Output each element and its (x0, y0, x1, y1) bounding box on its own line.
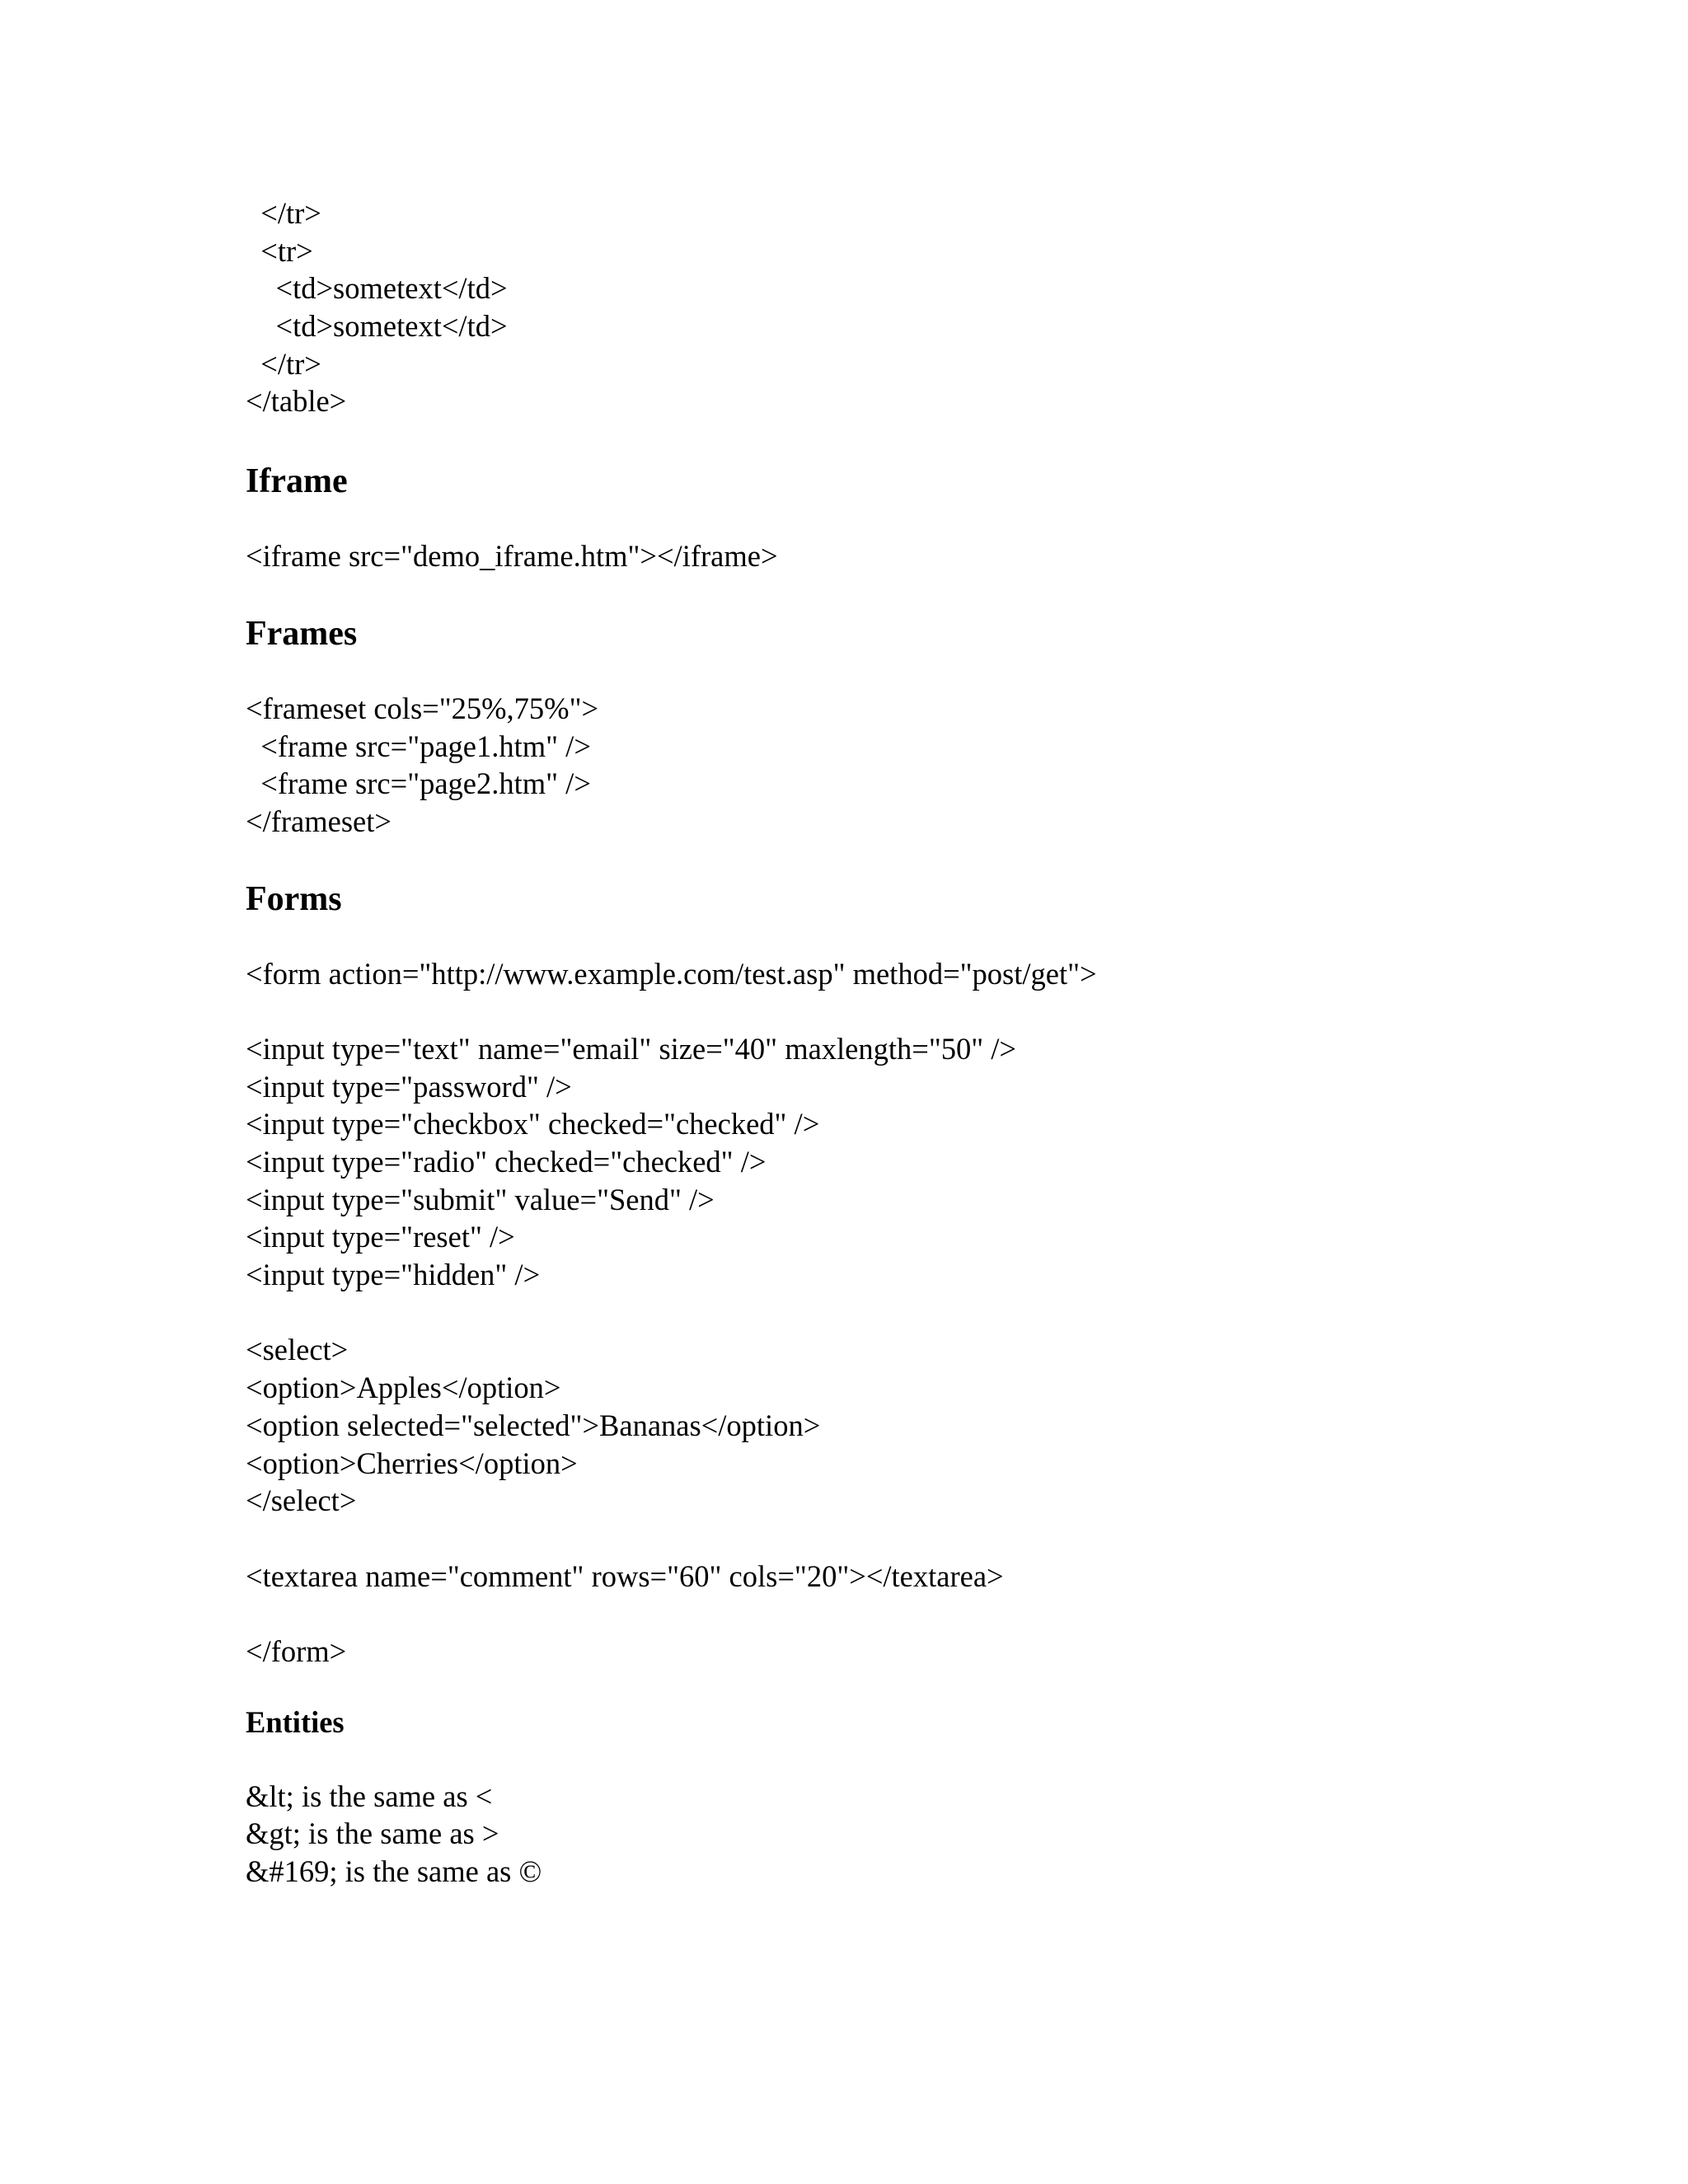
code-line: <tr> (246, 233, 313, 268)
code-line: <input type="reset" /> (246, 1220, 515, 1254)
code-line: </tr> (246, 196, 321, 230)
table-code-tail (246, 194, 1606, 420)
code-line: <option selected="selected">Bananas</option> (246, 1408, 821, 1442)
entities-section (246, 1704, 1606, 1891)
code-line: <textarea name="comment" rows="60" cols="20"></textarea> (246, 1558, 1004, 1593)
code-line: </table> (246, 384, 347, 419)
code-line: <td>sometext</td> (246, 309, 508, 344)
code-line: &lt; is the same as < (246, 1779, 493, 1813)
spacer (246, 992, 1606, 1030)
code-line: <td>sometext</td> (246, 271, 508, 306)
spacer (246, 1294, 1606, 1332)
code-line: <option>Apples</option> (246, 1371, 561, 1405)
code-line: <input type="text" name="email" size="40" maxlength="50" /> (246, 1031, 1017, 1066)
code-line: <form action="http://www.example.com/test.asp" method="post/get"> (246, 956, 1097, 991)
code-line: <option>Cherries</option> (246, 1446, 578, 1480)
code-line: <frame src="page2.htm" /> (246, 766, 591, 801)
frames-section (246, 612, 1606, 841)
code-line: </select> (246, 1483, 357, 1518)
code-line: <input type="password" /> (246, 1069, 572, 1104)
entities-heading: Entities (246, 1704, 345, 1739)
iframe-section (246, 460, 1606, 575)
code-line: <select> (246, 1333, 349, 1367)
code-line: <iframe src="demo_iframe.htm"></iframe> (246, 539, 778, 574)
code-line: <input type="submit" value="Send" /> (246, 1182, 715, 1216)
code-line: <input type="checkbox" checked="checked" /> (246, 1107, 820, 1141)
code-line: <frameset cols="25%,75%"> (246, 691, 599, 725)
frames-heading: Frames (246, 614, 358, 653)
code-line: </tr> (246, 346, 321, 381)
code-line: </form> (246, 1633, 347, 1668)
code-line: <frame src="page1.htm" /> (246, 729, 591, 763)
spacer (246, 1595, 1606, 1633)
spacer (246, 1520, 1606, 1558)
code-line: &gt; is the same as > (246, 1816, 499, 1851)
code-line: </frameset> (246, 804, 392, 838)
document-page (246, 194, 1606, 1891)
iframe-heading: Iframe (246, 462, 348, 501)
code-line: <input type="radio" checked="checked" /> (246, 1145, 767, 1179)
code-line: <input type="hidden" /> (246, 1258, 541, 1292)
forms-heading: Forms (246, 879, 342, 918)
forms-section (246, 878, 1606, 1671)
code-line: &#169; is the same as © (246, 1854, 542, 1888)
